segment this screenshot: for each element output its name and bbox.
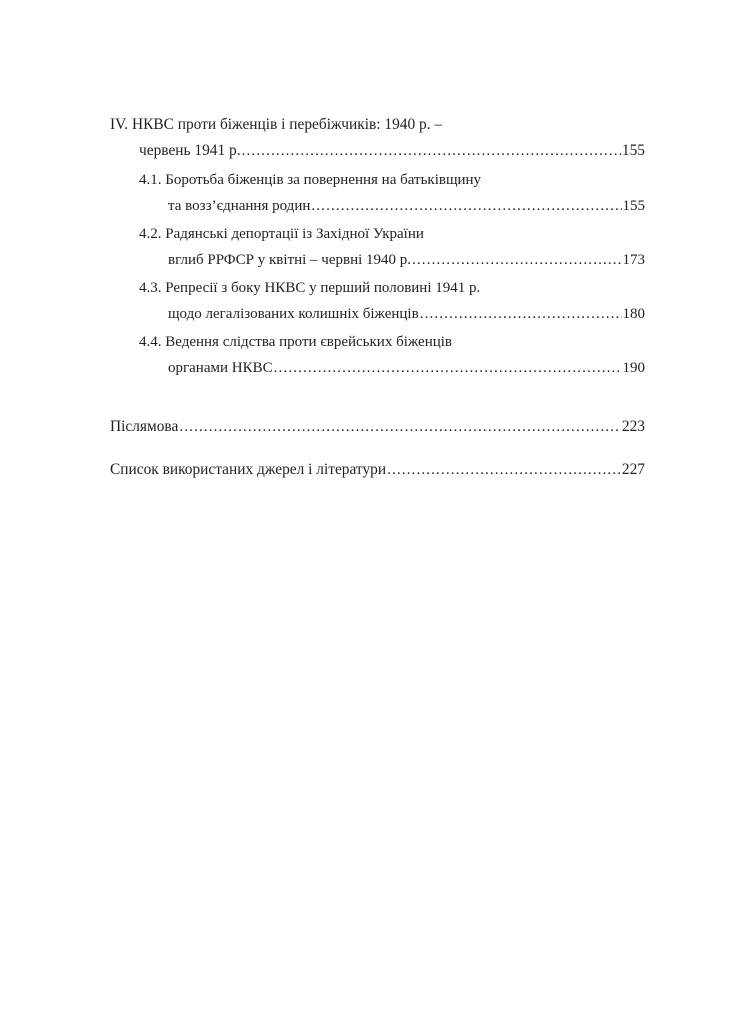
toc-entry-line [139, 193, 645, 219]
toc-entry-title-line-1: 4.1. Боротьба біженців за повернення на батьківщину [139, 172, 482, 188]
toc-entry-line [110, 138, 645, 164]
toc-entry-line [139, 275, 645, 301]
table-of-contents [110, 112, 645, 485]
toc-entry-title-line-1: Список використаних джерел і літератури [110, 461, 387, 478]
toc-entry-line [139, 167, 645, 193]
dot-leader [420, 301, 622, 327]
dot-leader [387, 457, 621, 483]
toc-entry-line [110, 414, 645, 440]
toc-entry-line [110, 457, 645, 483]
dot-leader [242, 138, 621, 164]
dot-leader [274, 355, 622, 381]
toc-entry-title-line-2: щодо легалізованих колишніх біженців [168, 306, 419, 322]
toc-entry-page: 180 [622, 306, 645, 322]
toc-entry-line [139, 355, 645, 381]
toc-entry-title-line-1: Післямова [110, 418, 179, 435]
toc-entry-section-4-1[interactable] [139, 167, 645, 219]
toc-entry-section-4-4[interactable] [139, 329, 645, 381]
dot-leader [412, 247, 621, 273]
toc-entry-bibliography[interactable] [110, 457, 645, 483]
toc-entry-title-line-1: IV. НКВС проти біженців і перебіжчиків: 1940 р. – [110, 116, 443, 133]
toc-entry-line [139, 247, 645, 273]
toc-entry-page: 173 [622, 252, 645, 268]
toc-entry-title-line-2: органами НКВС [168, 360, 273, 376]
toc-entry-page: 223 [621, 418, 645, 435]
toc-entry-page: 155 [621, 142, 645, 159]
toc-entry-section-4-2[interactable] [139, 221, 645, 273]
toc-entry-title-line-1: 4.3. Репресії з боку НКВС у перший половині 1941 р. [139, 280, 481, 296]
toc-entry-title-line-2: вглиб РРФСР у квітні – червні 1940 р. [168, 252, 412, 268]
toc-entry-line [139, 329, 645, 355]
toc-entry-page: 227 [621, 461, 645, 478]
toc-entry-title-line-1: 4.4. Ведення слідства проти єврейських біженців [139, 334, 453, 350]
toc-entry-afterword[interactable] [110, 414, 645, 440]
toc-entry-title-line-2: та возз’єднання родин [168, 198, 311, 214]
toc-entry-title-line-1: 4.2. Радянські депортації із Західної України [139, 226, 424, 242]
toc-entry-page: 190 [622, 360, 645, 376]
dot-leader [179, 414, 621, 440]
toc-entry-line [139, 301, 645, 327]
toc-entry-line [110, 112, 645, 138]
toc-entry-page: 155 [622, 198, 645, 214]
toc-entry-title-line-2: червень 1941 р. [139, 142, 241, 159]
dot-leader [311, 193, 621, 219]
toc-entry-chapter-4[interactable] [110, 112, 645, 164]
toc-entry-line [139, 221, 645, 247]
spacer [110, 383, 645, 397]
toc-entry-section-4-3[interactable] [139, 275, 645, 327]
